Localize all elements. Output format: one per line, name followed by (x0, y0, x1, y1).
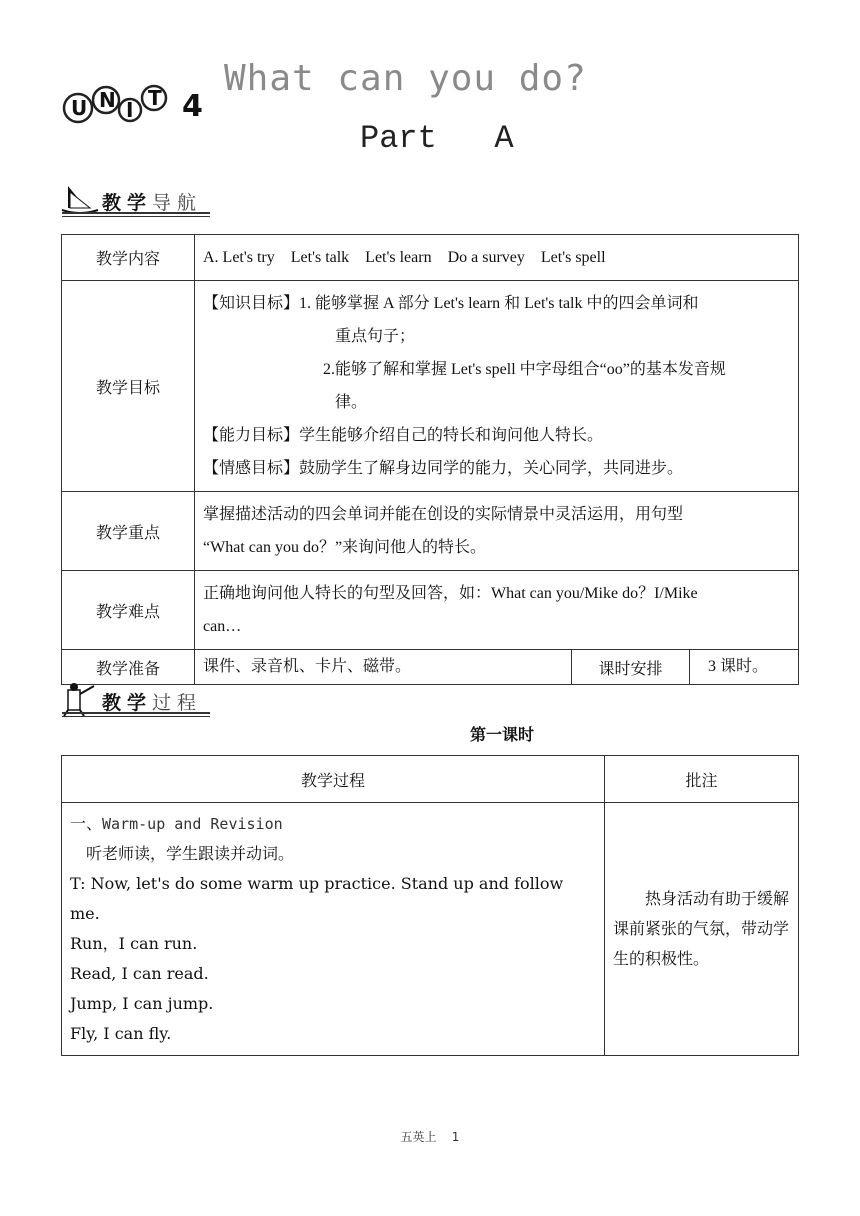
unit-4-logo (60, 78, 210, 128)
label-schedule: 课时安排 (572, 650, 690, 685)
label-difficulties: 教学难点 (62, 571, 195, 650)
goal-knowledge-line2: 重点句子； (335, 328, 416, 345)
page-footer: 五英上 1 (400, 1130, 460, 1144)
process-line: T: Now, let's do some warm up practice. Stand up and follow me. (70, 874, 564, 923)
col-notes: 批注 (605, 756, 799, 803)
process-line: Run，I can run. (70, 934, 198, 953)
section-title-light: 导航 (152, 192, 203, 214)
row-difficulties (62, 571, 799, 650)
row-prep (62, 650, 799, 685)
label-key-points: 教学重点 (62, 492, 195, 571)
process-line: Fly, I can fly. (70, 1024, 172, 1043)
label-prep: 教学准备 (62, 650, 195, 685)
goal-knowledge-line3: 2.能够了解和掌握 Let's spell 中字母组合“oo”的基本发音规 (323, 361, 726, 378)
value-schedule: 3 课时。 (690, 650, 799, 685)
process-line: Read, I can read. (70, 964, 209, 983)
col-process: 教学过程 (62, 756, 605, 803)
unit-letter-i: I (126, 98, 134, 122)
part-title: Part A (360, 120, 514, 157)
goal-emotion: 【情感目标】鼓励学生了解身边同学的能力，关心同学，共同进步。 (203, 460, 684, 477)
section-header-teaching-process (60, 682, 220, 718)
section-title-bold: 教学 (102, 192, 153, 214)
section-title-light: 过程 (152, 692, 203, 714)
goal-knowledge-line1: 【知识目标】1. 能够掌握 A 部分 Let's learn 和 Let's talk 中的四会单词和 (203, 295, 699, 312)
goal-ability: 【能力目标】学生能够介绍自己的特长和询问他人特长。 (203, 427, 604, 444)
process-note: 热身活动有助于缓解课前紧张的气氛，带动学生的积极性。 (605, 803, 799, 1056)
unit-letter-u: U (71, 96, 88, 120)
process-content (62, 803, 605, 1056)
row-key-points (62, 492, 799, 571)
process-header-row (62, 756, 799, 803)
section-header-teaching-guide (60, 182, 220, 218)
step-heading: 一、Warm-up and Revision (70, 814, 283, 833)
value-goals (195, 281, 799, 492)
process-row (62, 803, 799, 1056)
teaching-guide-table (61, 234, 799, 685)
value-difficulties: 正确地询问他人特长的句型及回答，如：What can you/Mike do？I/Mike can… (195, 571, 799, 650)
goal-knowledge-line4: 律。 (335, 394, 368, 411)
unit-title: What can you do? (224, 58, 587, 99)
process-line: 听老师读，学生跟读并动词。 (86, 844, 295, 863)
lesson-title: 第一课时 (470, 725, 535, 744)
section-title-bold: 教学 (102, 692, 153, 714)
process-line: Jump, I can jump. (70, 994, 214, 1013)
label-goals: 教学目标 (62, 281, 195, 492)
unit-number: 4 (182, 89, 203, 124)
teaching-process-table (61, 755, 799, 1056)
unit-letter-t: T (148, 86, 162, 110)
label-content: 教学内容 (62, 235, 195, 281)
value-key-points: 掌握描述活动的四会单词并能在创设的实际情景中灵活运用，用句型 “What can you do？”来询问他人的特长。 (195, 492, 799, 571)
value-content: A. Let's try Let's talk Let's learn Do a survey Let's spell (195, 235, 799, 281)
value-prep: 课件、录音机、卡片、磁带。 (195, 650, 572, 685)
row-content (62, 235, 799, 281)
unit-letter-n: N (99, 88, 116, 112)
row-goals (62, 281, 799, 492)
